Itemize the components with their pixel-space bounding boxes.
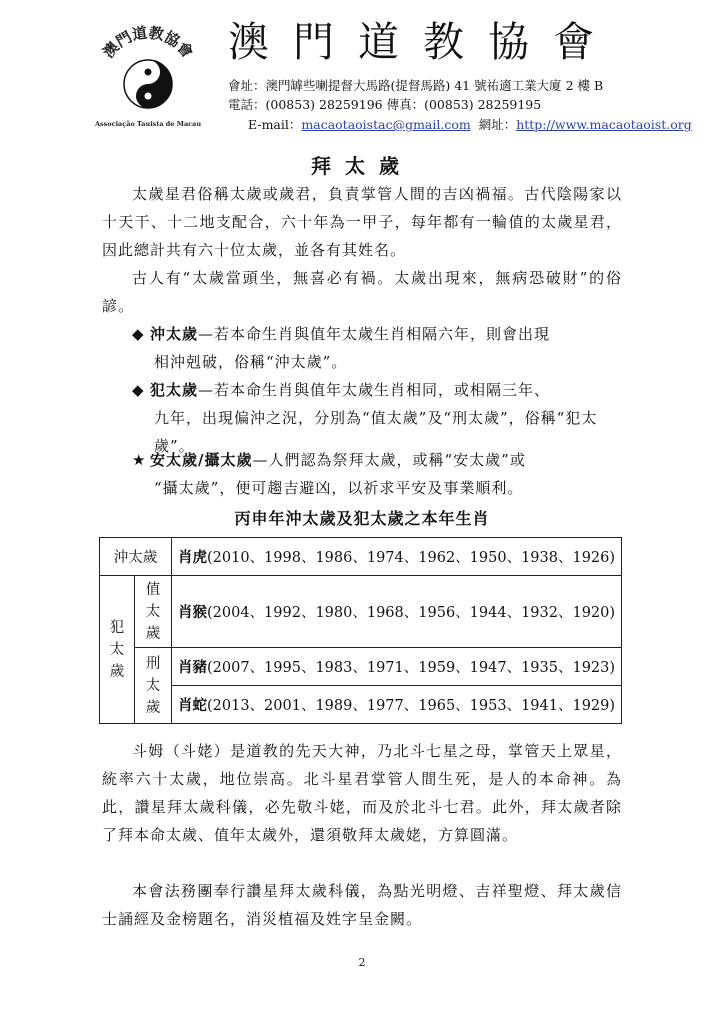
zodiac-years: (2004、1992、1980、1968、1956、1944、1932、1920) (207, 605, 616, 621)
table-row (100, 538, 622, 576)
table-cell (172, 648, 622, 686)
item-text: —若本命生肖與值年太歲生肖相同，或相隔三年、 (198, 381, 551, 399)
tel-fax: 電話：(00853) 28259196 傳真：(00853) 28259195 (228, 97, 542, 112)
list-item (132, 446, 622, 502)
zodiac-name: 肖蛇 (178, 697, 207, 714)
paragraph: 古人有“太歲當頭坐，無喜必有禍。太歲出現來，無病恐破財”的俗諺。 (102, 269, 622, 315)
document-title: 拜太歲 (311, 154, 413, 178)
zhi-label: 值太歲 (135, 576, 172, 648)
item-continuation: “攝太歲”，便可趨吉避凶，以祈求平安及事業順利。 (154, 479, 524, 497)
item-continuation: 相沖剋破，俗稱“沖太歲”。 (154, 353, 348, 371)
star-bullet-icon: ★ (132, 451, 147, 469)
fan-label: 犯太歲 (100, 576, 135, 724)
zodiac-years: (2010、1998、1986、1974、1962、1950、1938、1926) (207, 550, 616, 566)
table-cell (172, 538, 622, 576)
logo-portuguese-text: Associação Tauista de Macau (94, 120, 202, 128)
email-label: E-mail： (248, 117, 302, 132)
zodiac-years: (2007、1995、1983、1971、1959、1947、1935、1923) (207, 660, 616, 676)
item-text: —人們認為祭拜太歲，或稱“安太歲”或 (252, 451, 526, 469)
web-label: 網址： (478, 117, 517, 132)
item-continuation: 九年，出現偏沖之況，分別為“值太歲”及“刑太歲”，俗稱“犯太歲”。 (154, 409, 598, 455)
item-term: 沖太歲 (150, 325, 199, 343)
email-link[interactable]: macaotaoistac@gmail.com (301, 117, 471, 132)
zodiac-name: 肖猴 (178, 604, 207, 621)
zodiac-name: 肖虎 (178, 549, 207, 566)
svg-text:澳門道教協會 (99, 24, 196, 62)
contact-line (248, 117, 692, 133)
zodiac-name: 肖豬 (178, 659, 207, 676)
table-row (100, 686, 622, 724)
table-row (100, 648, 622, 686)
zodiac-years: (2013、2001、1989、1977、1965、1953、1941、1929) (207, 698, 616, 714)
table-row (100, 576, 622, 648)
item-term: 安太歲/攝太歲 (150, 451, 253, 469)
paragraph: 斗姆（斗姥）是道教的先天大神，乃北斗七星之母，掌管天上眾星，統率六十太歲，地位崇高。北斗星君掌管人間生死，是人的本命神。為此，讚星拜太歲科儀，必先敬斗姥，而及於北斗七君。此外，拜太歲者除了拜本命太歲、值年太歲外，還須敬拜太歲姥，方算圓滿。 (102, 742, 622, 844)
website-link[interactable]: http://www.macaotaoist.org (516, 117, 692, 132)
diamond-bullet-icon: ◆ (132, 381, 145, 399)
item-term: 犯太歲 (150, 381, 199, 399)
table-cell (172, 576, 622, 648)
yin-yang-icon (124, 60, 172, 108)
item-text: —若本命生肖與值年太歲生肖相隔六年，則會出現 (198, 325, 551, 343)
list-item (132, 320, 622, 376)
logo-chinese-text: 澳門道教協會 (99, 23, 197, 62)
paragraph: 本會法務團奉行讚星拜太歲科儀，為點光明燈、吉祥聖燈、拜太歲信士誦經及金榜題名，消災植福及姓字呈金闕。 (102, 882, 622, 928)
chong-label: 沖太歲 (100, 538, 172, 576)
org-name: 澳門道教協會 (228, 18, 618, 66)
table-title: 丙申年沖太歲及犯太歲之本年生肖 (234, 509, 490, 528)
paragraph: 太歲星君俗稱太歲或歲君，負責掌管人間的吉凶禍福。古代陰陽家以十天干、十二地支配合，六十年為一甲子，每年都有一輪值的太歲星君，因此總計共有六十位太歲，並各有其姓名。 (102, 185, 622, 259)
address: 會址：澳門罅些喇提督大馬路(提督馬路) 41 號祐適工業大廈 2 樓 B (228, 78, 604, 93)
diamond-bullet-icon: ◆ (132, 325, 145, 343)
table-cell (172, 686, 622, 724)
xing-label: 刑太歲 (135, 648, 172, 724)
zodiac-table (99, 537, 622, 724)
page-number: 2 (358, 956, 366, 969)
association-logo (88, 16, 208, 132)
